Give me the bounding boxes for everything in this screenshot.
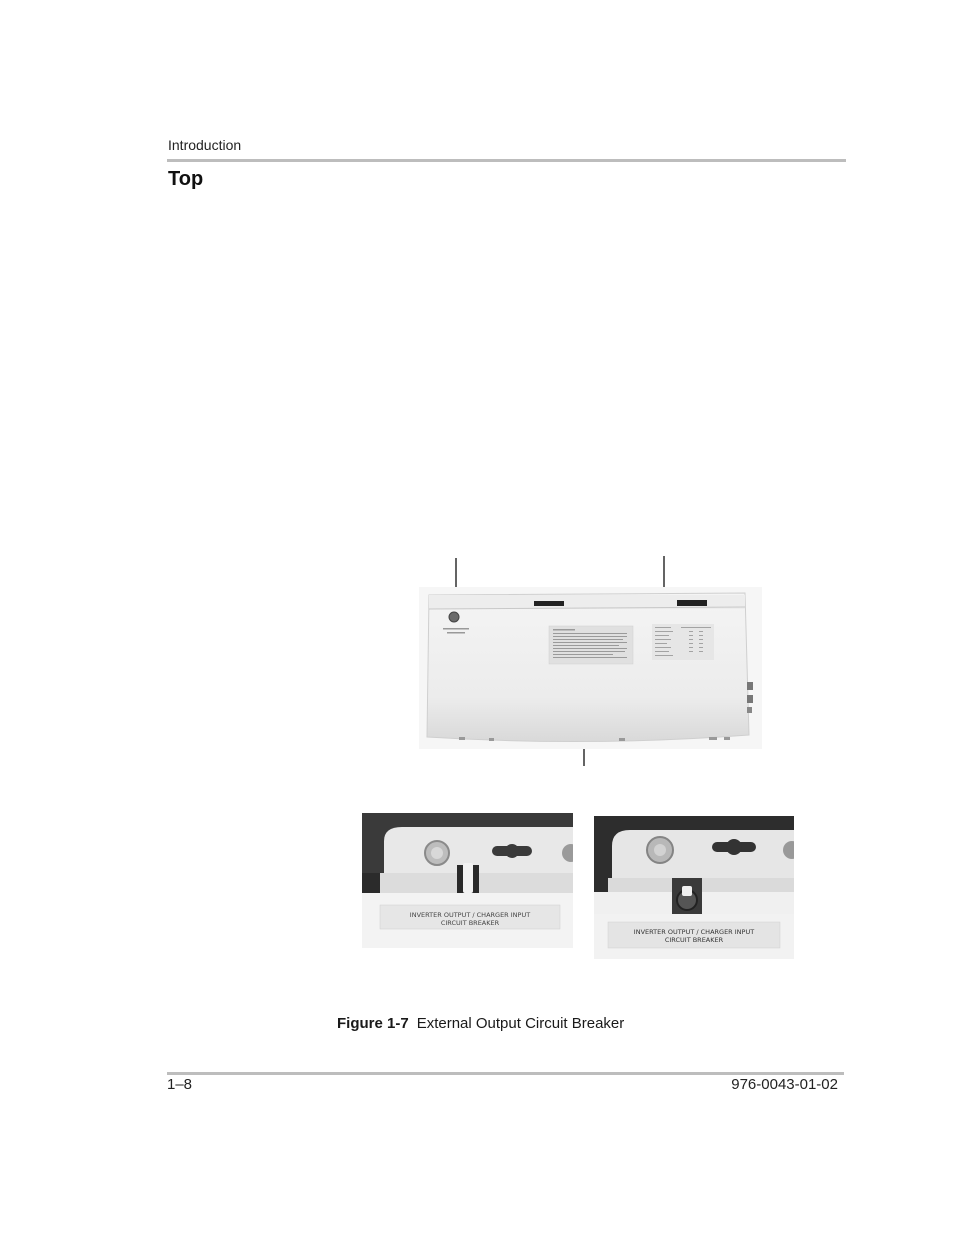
breaker-label-line2: CIRCUIT BREAKER (440, 919, 500, 927)
breaker-label-line1: INVERTER OUTPUT / CHARGER INPUT (409, 911, 531, 919)
footer-rule (167, 1072, 844, 1075)
breaker-label-line2: CIRCUIT BREAKER (664, 936, 724, 944)
breaker-button (449, 612, 459, 622)
section-title: Top (168, 168, 204, 190)
spec-label-plate (652, 624, 714, 660)
document-number: 976-0043-01-02 (731, 1076, 838, 1093)
figure-label: Figure 1-7 (337, 1015, 409, 1032)
figure-caption (337, 1015, 624, 1032)
running-header: Introduction (168, 137, 242, 153)
page-number: 1–8 (167, 1076, 193, 1093)
figure-caption-text: External Output Circuit Breaker (416, 1015, 625, 1032)
unit-top-photo (419, 587, 762, 749)
breaker-closeup-photo-right (594, 816, 794, 959)
breaker-closeup-photo-left (362, 813, 573, 948)
breaker-label-line1: INVERTER OUTPUT / CHARGER INPUT (633, 928, 755, 936)
